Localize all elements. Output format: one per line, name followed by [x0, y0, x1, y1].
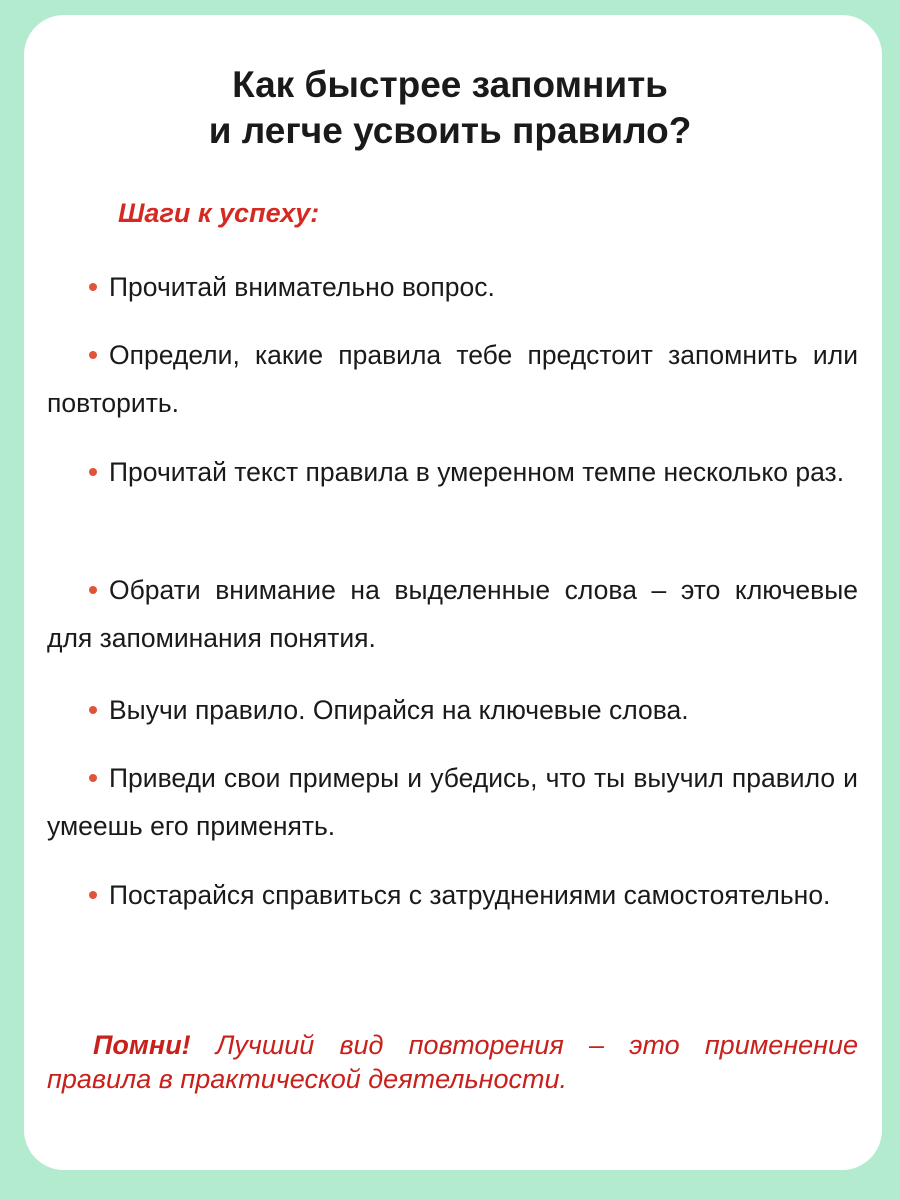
- step-item: [47, 331, 858, 427]
- remember-label: Помни!: [93, 1030, 191, 1060]
- step-item: [47, 871, 858, 919]
- step-item: [47, 754, 858, 850]
- step-item: [47, 448, 858, 496]
- step-text: Обрати внимание на выделенные слова – это ключевые для запоминания понятия.: [47, 575, 858, 653]
- bullet-icon: [89, 891, 97, 899]
- subtitle: Шаги к успеху:: [118, 198, 320, 228]
- step-text: Прочитай внимательно вопрос.: [109, 272, 495, 302]
- step-text: Приведи свои примеры и убедись, что ты выучил правило и умеешь его применять.: [47, 763, 858, 841]
- page-title: [0, 62, 900, 154]
- title-line-1: Как быстрее запомнить: [232, 64, 668, 105]
- remember-note: [47, 1028, 858, 1096]
- step-item: [47, 566, 858, 662]
- step-text: Прочитай текст правила в умеренном темпе несколько раз.: [109, 457, 845, 487]
- bullet-icon: [89, 586, 97, 594]
- title-line-2: и легче усвоить правило?: [208, 110, 692, 151]
- bullet-icon: [89, 283, 97, 291]
- step-item: [47, 263, 858, 311]
- remember-text: Лучший вид повторения – это применение правила в практической деятельности.: [47, 1030, 858, 1094]
- step-text: Выучи правило. Опирайся на ключевые слова.: [109, 695, 689, 725]
- step-text: Постарайся справиться с затруднениями самостоятельно.: [109, 880, 831, 910]
- step-text: Определи, какие правила тебе предстоит запомнить или повторить.: [47, 340, 858, 418]
- bullet-icon: [89, 351, 97, 359]
- bullet-icon: [89, 468, 97, 476]
- bullet-icon: [89, 706, 97, 714]
- step-item: [47, 686, 858, 734]
- bullet-icon: [89, 774, 97, 782]
